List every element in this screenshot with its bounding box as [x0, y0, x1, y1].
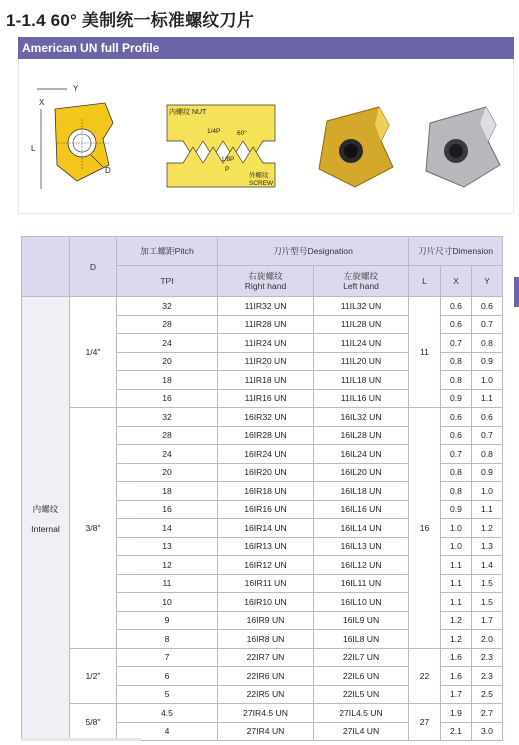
l-size-cell: 27 [409, 704, 441, 741]
tpi-cell: 9 [117, 611, 218, 630]
tpi-cell: 20 [117, 352, 218, 371]
x-cell: 0.7 [441, 334, 472, 353]
x-cell: 1.2 [441, 611, 472, 630]
x-cell: 1.1 [441, 593, 472, 612]
y-cell: 2.3 [472, 648, 503, 667]
left-hand-cell: 22IL6 UN [314, 667, 409, 686]
x-cell: 1.1 [441, 556, 472, 575]
right-hand-cell: 16IR11 UN [218, 574, 314, 593]
right-hand-cell: 11IR28 UN [218, 315, 314, 334]
tpi-cell: 16 [117, 389, 218, 408]
y-cell: 0.6 [472, 297, 503, 316]
y-cell: 1.5 [472, 574, 503, 593]
p-label: P [225, 166, 230, 173]
tpi-cell: 18 [117, 371, 218, 390]
y-cell: 1.0 [472, 371, 503, 390]
tpi-cell: 28 [117, 426, 218, 445]
header-l: L [409, 266, 441, 297]
y-cell: 0.9 [472, 463, 503, 482]
right-hand-cell: 27IR4.5 UN [218, 704, 314, 723]
tpi-cell: 8 [117, 630, 218, 649]
right-hand-cell: 11IR18 UN [218, 371, 314, 390]
silver-insert-image [414, 101, 504, 191]
x-cell: 1.0 [441, 519, 472, 538]
header-dimension: 刀片尺寸Dimension [409, 237, 503, 266]
y-cell: 0.7 [472, 426, 503, 445]
screw-label-cn: 外螺纹 [249, 172, 269, 179]
y-cell: 0.8 [472, 445, 503, 464]
tpi-cell: 6 [117, 667, 218, 686]
l-size-cell: 22 [409, 648, 441, 704]
header-left-hand [314, 266, 409, 297]
spec-table-body [22, 297, 503, 741]
right-hand-cell: 16IR28 UN [218, 426, 314, 445]
eighth-p-label: 1/8P [221, 156, 235, 163]
x-cell: 0.6 [441, 297, 472, 316]
y-cell: 1.2 [472, 519, 503, 538]
left-hand-cell: 27IL4 UN [314, 722, 409, 741]
d-size-cell: 1/2" [70, 648, 117, 704]
dim-x-label: X [39, 98, 45, 107]
y-cell: 2.7 [472, 704, 503, 723]
header-right-cn: 右旋螺纹 [248, 271, 283, 281]
right-hand-cell: 11IR32 UN [218, 297, 314, 316]
header-tpi: TPI [117, 266, 218, 297]
quarter-p-label: 1/4P [207, 128, 221, 135]
right-hand-cell: 22IR6 UN [218, 667, 314, 686]
left-hand-cell: 16IL11 UN [314, 574, 409, 593]
x-cell: 0.7 [441, 445, 472, 464]
spec-table [21, 236, 503, 741]
right-hand-cell: 22IR7 UN [218, 648, 314, 667]
left-hand-cell: 16IL13 UN [314, 537, 409, 556]
header-left-en: Left hand [343, 281, 379, 291]
x-cell: 1.9 [441, 704, 472, 723]
figure-area [18, 59, 514, 214]
x-cell: 1.2 [441, 630, 472, 649]
left-hand-cell: 22IL5 UN [314, 685, 409, 704]
left-hand-cell: 16IL8 UN [314, 630, 409, 649]
tpi-cell: 14 [117, 519, 218, 538]
tpi-cell: 12 [117, 556, 218, 575]
x-cell: 1.7 [441, 685, 472, 704]
left-hand-cell: 16IL16 UN [314, 500, 409, 519]
section-banner: American UN full Profile [18, 37, 514, 59]
x-cell: 0.9 [441, 500, 472, 519]
footer-line [21, 738, 141, 741]
gold-insert-image [309, 101, 399, 191]
left-hand-cell: 11IL20 UN [314, 352, 409, 371]
internal-en-label: Internal [31, 523, 60, 534]
dim-l-label: L [31, 144, 36, 153]
right-hand-cell: 16IR20 UN [218, 463, 314, 482]
left-hand-cell: 16IL18 UN [314, 482, 409, 501]
left-hand-cell: 16IL32 UN [314, 408, 409, 427]
header-right-hand [218, 266, 314, 297]
right-hand-cell: 16IR10 UN [218, 593, 314, 612]
left-hand-cell: 11IL32 UN [314, 297, 409, 316]
left-hand-cell: 27IL4.5 UN [314, 704, 409, 723]
y-cell: 2.3 [472, 667, 503, 686]
y-cell: 1.4 [472, 556, 503, 575]
tpi-cell: 13 [117, 537, 218, 556]
header-x: X [441, 266, 472, 297]
right-hand-cell: 11IR16 UN [218, 389, 314, 408]
page-edge-marker [514, 277, 519, 307]
dim-y-label: Y [73, 84, 79, 93]
y-cell: 0.7 [472, 315, 503, 334]
corner-header [22, 237, 70, 297]
tpi-cell: 28 [117, 315, 218, 334]
y-cell: 1.7 [472, 611, 503, 630]
right-hand-cell: 16IR24 UN [218, 445, 314, 464]
left-hand-cell: 11IL18 UN [314, 371, 409, 390]
x-cell: 2.1 [441, 722, 472, 741]
right-hand-cell: 16IR32 UN [218, 408, 314, 427]
y-cell: 1.1 [472, 389, 503, 408]
l-size-cell: 11 [409, 297, 441, 408]
y-cell: 0.9 [472, 352, 503, 371]
y-cell: 1.3 [472, 537, 503, 556]
left-hand-cell: 16IL24 UN [314, 445, 409, 464]
y-cell: 1.1 [472, 500, 503, 519]
tpi-cell: 10 [117, 593, 218, 612]
y-cell: 0.8 [472, 334, 503, 353]
x-cell: 0.6 [441, 426, 472, 445]
x-cell: 0.6 [441, 315, 472, 334]
right-hand-cell: 11IR20 UN [218, 352, 314, 371]
left-hand-cell: 16IL28 UN [314, 426, 409, 445]
left-hand-cell: 16IL10 UN [314, 593, 409, 612]
header-right-en: Right hand [244, 281, 287, 291]
left-hand-cell: 16IL14 UN [314, 519, 409, 538]
header-y: Y [472, 266, 503, 297]
nut-label: 内螺纹 NUT [169, 109, 207, 116]
right-hand-cell: 11IR24 UN [218, 334, 314, 353]
x-cell: 0.9 [441, 389, 472, 408]
right-hand-cell: 16IR8 UN [218, 630, 314, 649]
tpi-cell: 32 [117, 297, 218, 316]
x-cell: 0.8 [441, 352, 472, 371]
x-cell: 1.0 [441, 537, 472, 556]
left-hand-cell: 11IL28 UN [314, 315, 409, 334]
tpi-cell: 4.5 [117, 704, 218, 723]
d-size-cell: 1/4" [70, 297, 117, 408]
tpi-cell: 24 [117, 334, 218, 353]
right-hand-cell: 27IR4 UN [218, 722, 314, 741]
insert-dimension-drawing [27, 79, 127, 199]
x-cell: 0.8 [441, 482, 472, 501]
tpi-cell: 32 [117, 408, 218, 427]
x-cell: 0.6 [441, 408, 472, 427]
header-pitch: 加工螺距Pitch [117, 237, 218, 266]
header-left-cn: 左旋螺纹 [343, 271, 379, 281]
page-title: 1-1.4 60° 美制统一标准螺纹刀片 [6, 11, 254, 30]
left-hand-cell: 16IL20 UN [314, 463, 409, 482]
tpi-cell: 5 [117, 685, 218, 704]
thread-profile-diagram [163, 101, 283, 191]
left-hand-cell: 11IL24 UN [314, 334, 409, 353]
left-hand-cell: 11IL16 UN [314, 389, 409, 408]
header-d: D [70, 237, 117, 297]
tpi-cell: 4 [117, 722, 218, 741]
y-cell: 2.5 [472, 685, 503, 704]
tpi-cell: 7 [117, 648, 218, 667]
angle-label: 60° [237, 130, 247, 137]
right-hand-cell: 16IR18 UN [218, 482, 314, 501]
x-cell: 1.6 [441, 648, 472, 667]
table-row [22, 297, 503, 316]
l-size-cell: 16 [409, 408, 441, 649]
d-size-cell: 3/8" [70, 408, 117, 649]
right-hand-cell: 16IR13 UN [218, 537, 314, 556]
table-row [22, 648, 503, 667]
x-cell: 1.6 [441, 667, 472, 686]
y-cell: 3.0 [472, 722, 503, 741]
y-cell: 1.0 [472, 482, 503, 501]
dim-d-label: D [105, 166, 111, 175]
right-hand-cell: 16IR12 UN [218, 556, 314, 575]
tpi-cell: 20 [117, 463, 218, 482]
tpi-cell: 18 [117, 482, 218, 501]
header-designation: 刀片型号Designation [218, 237, 409, 266]
left-hand-cell: 16IL12 UN [314, 556, 409, 575]
x-cell: 0.8 [441, 463, 472, 482]
y-cell: 0.6 [472, 408, 503, 427]
right-hand-cell: 16IR14 UN [218, 519, 314, 538]
tpi-cell: 24 [117, 445, 218, 464]
y-cell: 1.5 [472, 593, 503, 612]
table-row [22, 408, 503, 427]
internal-cn-label: 内螺纹 [32, 503, 59, 514]
internal-type-cell [22, 297, 70, 741]
table-row [22, 704, 503, 723]
x-cell: 0.8 [441, 371, 472, 390]
right-hand-cell: 16IR9 UN [218, 611, 314, 630]
right-hand-cell: 22IR5 UN [218, 685, 314, 704]
d-size-cell: 5/8" [70, 704, 117, 741]
tpi-cell: 11 [117, 574, 218, 593]
right-hand-cell: 16IR16 UN [218, 500, 314, 519]
screw-label-en: SCREW [249, 180, 274, 187]
tpi-cell: 16 [117, 500, 218, 519]
x-cell: 1.1 [441, 574, 472, 593]
y-cell: 2.0 [472, 630, 503, 649]
left-hand-cell: 22IL7 UN [314, 648, 409, 667]
left-hand-cell: 16IL9 UN [314, 611, 409, 630]
